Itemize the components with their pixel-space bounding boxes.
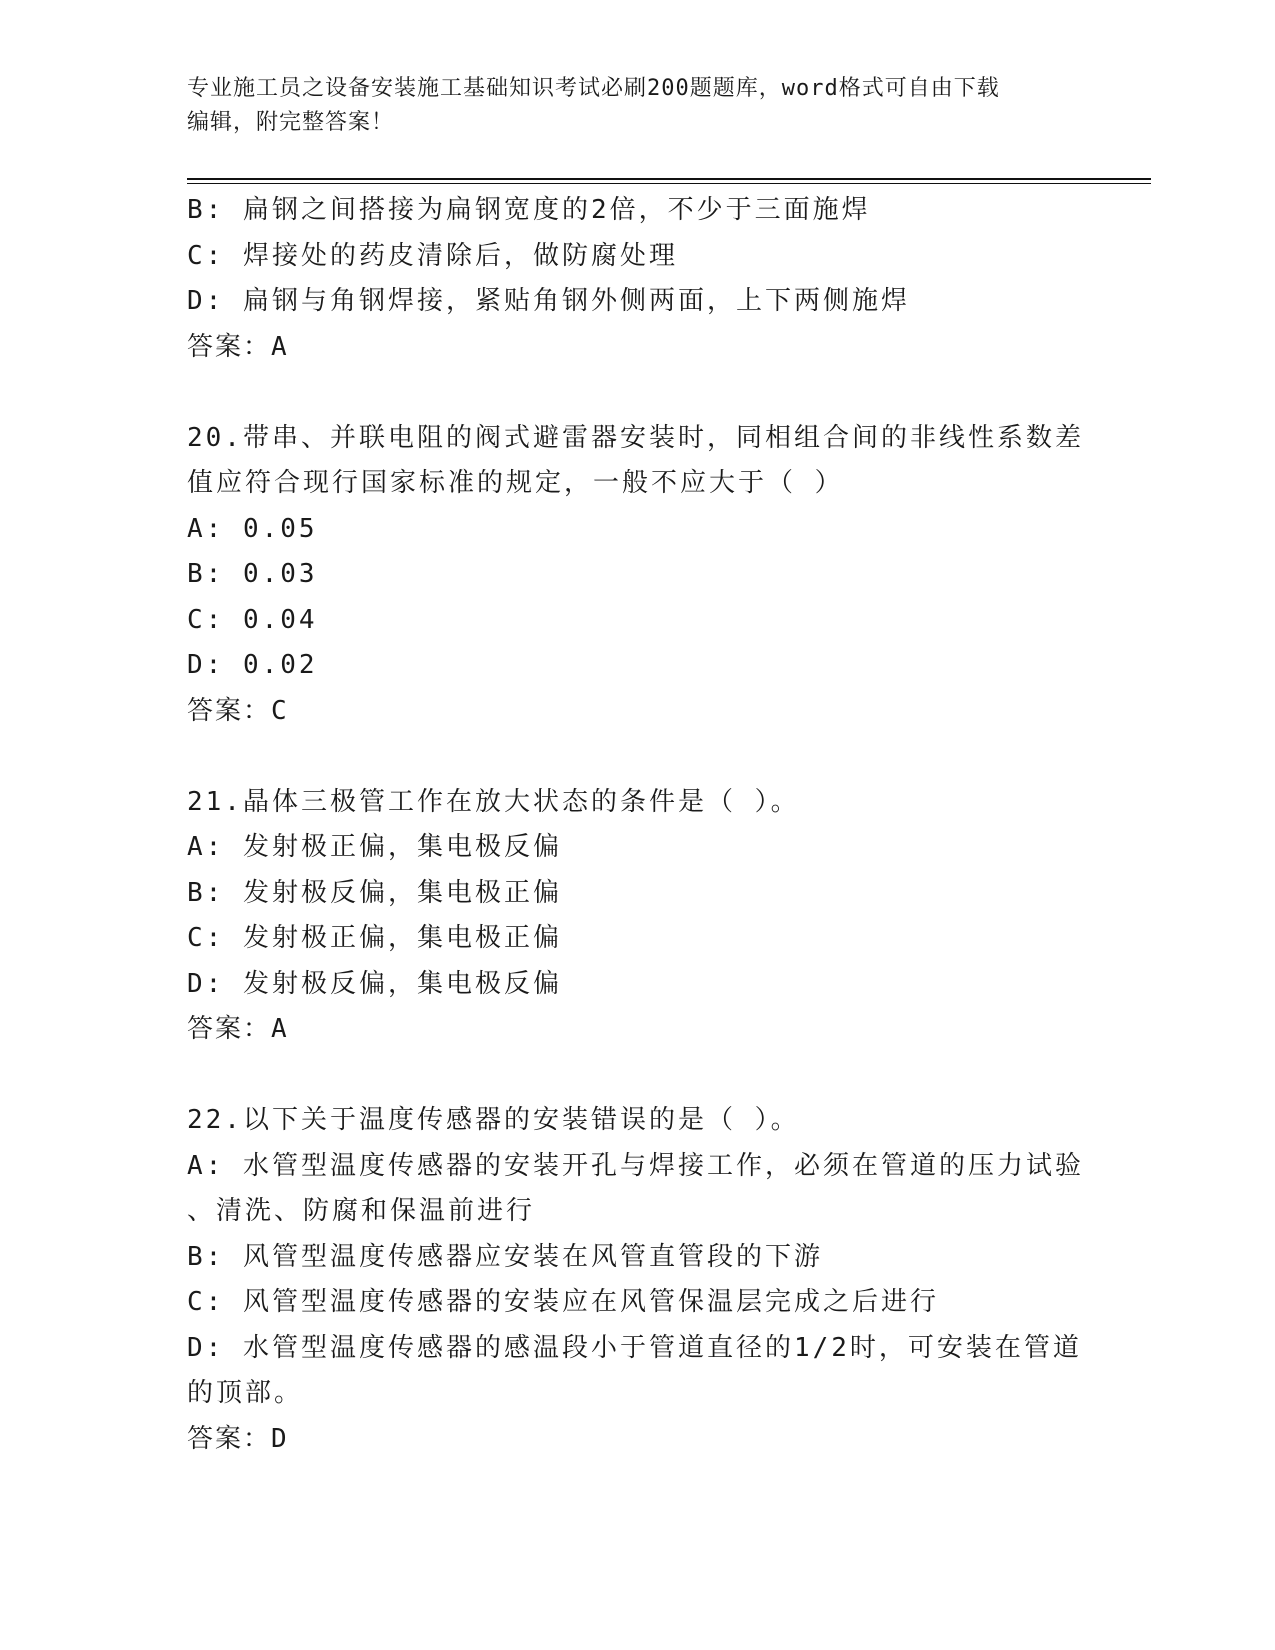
option-c: C: 发射极正偏，集电极正偏 [187,923,562,953]
question-text-line-1: 20.带串、并联电阻的阀式避雷器安装时，同相组合间的非线性系数差 [187,422,1084,453]
option-d: D: 扁钢与角钢焊接，紧贴角钢外侧两面，上下两侧施焊 [187,286,910,316]
option-c: C: 焊接处的药皮清除后，做防腐处理 [187,240,678,271]
option-b: B: 0.03 [187,559,318,589]
option-a-line-1: A: 水管型温度传感器的安装开孔与焊接工作，必须在管道的压力试验 [187,1150,1084,1181]
option-a: A: 0.05 [187,513,318,544]
header-divider-thick [187,178,1151,180]
document-header [187,72,1087,140]
header-title-line-2: 编辑，附完整答案！ [187,110,395,135]
option-c: C: 风管型温度传感器的安装应在风管保温层完成之后进行 [187,1287,939,1317]
option-d: D: 发射极反偏，集电极反偏 [187,968,562,999]
option-d-line-2: 的顶部。 [187,1378,304,1408]
option-b: B: 扁钢之间搭接为扁钢宽度的2倍，不少于三面施焊 [187,195,871,225]
option-d-line-1: D: 水管型温度传感器的感温段小于管道直径的1/2时，可安装在管道 [187,1332,1082,1363]
question-19 [187,188,1087,370]
answer: 答案：A [187,331,289,362]
option-a-line-2: 、清洗、防腐和保温前进行 [187,1196,536,1226]
option-b: B: 发射极反偏，集电极正偏 [187,877,562,908]
question-21 [187,780,1087,1053]
option-c: C: 0.04 [187,604,318,635]
answer: 答案：D [187,1423,289,1454]
header-title-line-1: 专业施工员之设备安装施工基础知识考试必刷200题题库，word格式可自由下载 [187,76,1000,101]
spacer [187,734,1087,780]
answer: 答案：C [187,695,289,726]
header-divider-thin [187,183,1151,184]
spacer [187,370,1087,416]
question-text: 22.以下关于温度传感器的安装错误的是（ ）。 [187,1105,800,1135]
question-20 [187,416,1087,735]
question-22 [187,1098,1087,1462]
option-a: A: 发射极正偏，集电极反偏 [187,832,562,862]
spacer [187,1053,1087,1099]
option-b: B: 风管型温度传感器应安装在风管直管段的下游 [187,1241,823,1272]
answer: 答案：A [187,1014,289,1044]
question-list [187,188,1087,1462]
question-text-line-2: 值应符合现行国家标准的规定，一般不应大于（ ） [187,468,844,498]
question-text: 21.晶体三极管工作在放大状态的条件是（ ）。 [187,786,800,817]
option-d: D: 0.02 [187,650,318,680]
